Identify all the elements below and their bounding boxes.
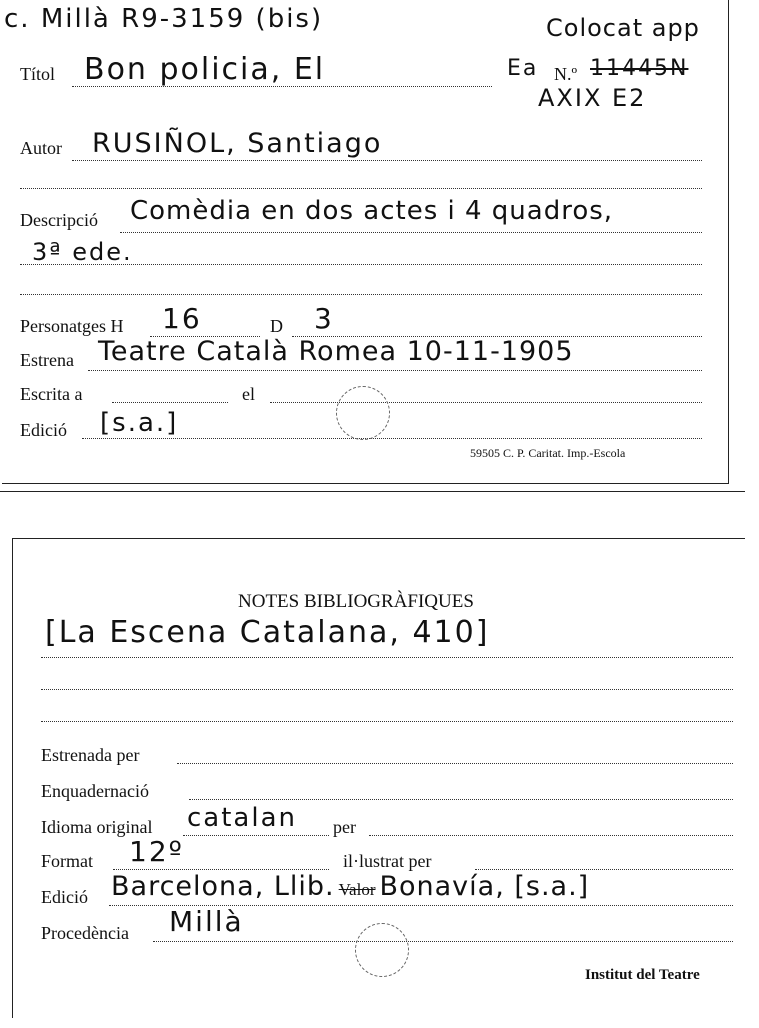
number-new: AXIX E2: [538, 84, 647, 112]
descripcio-dots-1: [120, 232, 702, 233]
format-label: Format: [41, 851, 93, 871]
edicio-value: [s.a.]: [100, 408, 179, 438]
printer-mark: 59505 C. P. Caritat. Imp.-Escola: [470, 446, 626, 460]
personatges-h-value: 16: [162, 302, 202, 335]
illustrat-dots: [475, 869, 733, 870]
card-separator: [0, 491, 745, 492]
edicio2-value-b: Bonavía, [s.a.]: [379, 871, 590, 902]
blank-dots-1: [20, 188, 702, 189]
number-struck: 11445N: [590, 56, 689, 81]
number-prefix: Ea: [507, 56, 539, 81]
illustrat-label: il·lustrat per: [343, 851, 432, 871]
escrita-el-dots: [270, 402, 702, 403]
estrena-dots: [88, 370, 702, 371]
idioma-value: catalan: [187, 803, 297, 833]
enquadernacio-label: Enquadernació: [41, 781, 149, 801]
idioma-label: Idioma original: [41, 817, 153, 837]
personatges-d-value: 3: [314, 302, 334, 335]
idioma-per-label: per: [333, 817, 356, 837]
procedencia-label: Procedència: [41, 923, 129, 943]
personatges-label: Personatges H: [20, 316, 124, 336]
institution-name: Institut del Teatre: [585, 967, 700, 983]
procedencia-dots: [153, 941, 733, 942]
titol-value: Bon policia, El: [84, 52, 326, 87]
note-dots-2: [41, 689, 733, 690]
procedencia-value: Millà: [169, 905, 244, 938]
format-value: 12º: [129, 835, 184, 868]
punch-hole: [336, 386, 390, 440]
note-dots-1: [41, 657, 733, 658]
format-dots: [113, 869, 329, 870]
autor-dots: [72, 160, 702, 161]
personatges-d-label: D: [270, 316, 283, 336]
edicio2-label: Edició: [41, 887, 88, 907]
edicio2-value-struck: Valor: [338, 880, 376, 899]
catalog-card-front: [2, 0, 729, 484]
edicio-label: Edició: [20, 420, 67, 440]
estrenada-label: Estrenada per: [41, 745, 140, 765]
descripcio-dots-2: [20, 264, 702, 265]
enquadernacio-dots: [189, 799, 733, 800]
placement-note: Colocat app: [546, 14, 700, 42]
notes-heading: NOTES BIBLIOGRÀFIQUES: [238, 591, 474, 612]
number-label: N.º: [554, 64, 578, 84]
escrita-dots: [112, 402, 228, 403]
edicio-dots: [82, 438, 702, 439]
note-dots-3: [41, 721, 733, 722]
idioma-per-dots: [369, 835, 733, 836]
catalog-card-back: [12, 538, 745, 1018]
edicio2-value: [111, 871, 589, 902]
descripcio-line2: 3ª ede.: [32, 238, 133, 266]
idioma-dots: [183, 835, 329, 836]
estrena-label: Estrena: [20, 350, 74, 370]
estrenada-dots: [177, 763, 733, 764]
descripcio-label: Descripció: [20, 210, 98, 230]
edicio2-value-a: Barcelona, Llib.: [111, 871, 335, 902]
note-value: [La Escena Catalana, 410]: [45, 615, 490, 650]
escrita-el-label: el: [242, 384, 255, 404]
autor-value: RUSIÑOL, Santiago: [92, 128, 383, 159]
estrena-value: Teatre Català Romea 10-11-1905: [98, 336, 574, 367]
header-note: c. Millà R9-3159 (bis): [4, 4, 324, 34]
escrita-label: Escrita a: [20, 384, 83, 404]
descripcio-line1: Comèdia en dos actes i 4 quadros,: [130, 196, 614, 226]
blank-dots-2: [20, 294, 702, 295]
autor-label: Autor: [20, 138, 62, 158]
titol-dots: [72, 86, 492, 87]
titol-label: Títol: [20, 64, 55, 84]
punch-hole-2: [355, 923, 409, 977]
